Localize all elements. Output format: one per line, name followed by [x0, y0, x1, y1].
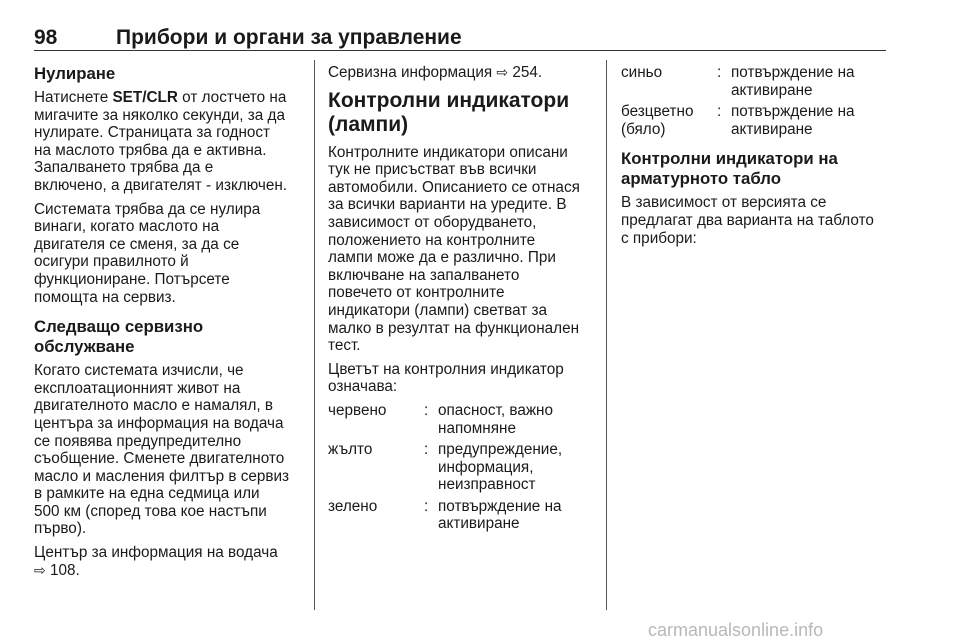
colon: : — [424, 441, 429, 459]
page-reference-arrow-icon: ⇨ — [496, 64, 509, 80]
text-line: мигачите за няколко секунди, за да — [34, 106, 285, 124]
text: от лостчето на — [177, 89, 287, 106]
text-line: Цветът на контролния индикатор — [328, 360, 564, 378]
column-1 — [34, 64, 304, 585]
color-definition — [731, 64, 855, 99]
text-line: предупреждение, — [438, 441, 563, 459]
color-definition — [438, 402, 553, 437]
text-line: Когато системата изчисли, че — [34, 362, 244, 380]
text: Сервизна информация — [328, 64, 497, 81]
button-name-set-clr: SET/CLR — [112, 89, 178, 106]
color-term: червено — [328, 401, 387, 419]
text-line: функциониране. Потърсете — [34, 270, 230, 288]
text-line: тук не присъстват във всички — [328, 161, 537, 179]
text-line: двигателното масло е намалял, в — [34, 397, 274, 415]
text-line: двигателя се сменя, за да се — [34, 235, 240, 253]
color-definition-list-continued — [621, 64, 891, 138]
text-line: осигури правилното й — [34, 253, 189, 271]
color-term — [621, 103, 717, 138]
text-line: активиране — [731, 120, 813, 138]
header-divider — [34, 50, 886, 51]
color-definition-red — [328, 402, 598, 437]
text-line: арматурното табло — [621, 169, 781, 189]
page-reference-link[interactable]: 254. — [508, 64, 543, 81]
column-divider-1 — [314, 60, 315, 610]
text-line: зависимост от оборудването, — [328, 213, 537, 231]
paragraph-dic-reference — [34, 544, 304, 579]
heading-control-indicators — [328, 89, 598, 137]
color-term: зелено — [328, 497, 378, 515]
color-term: синьо — [621, 64, 663, 81]
text-line: В зависимост от версията се — [621, 194, 827, 212]
text-line: потвърждение на — [438, 497, 562, 515]
color-definition — [438, 498, 562, 533]
watermark: carmanualsonline.info — [648, 620, 824, 640]
text-line: нулирате. Страницата за годност — [34, 124, 271, 142]
text-line: активиране — [438, 515, 520, 533]
text-line: означава: — [328, 378, 398, 396]
text-line: положението на контролните — [328, 231, 536, 249]
color-definition-colorless — [621, 103, 891, 138]
text-line: винаги, когато маслото на — [34, 218, 220, 236]
column-3 — [621, 64, 891, 253]
heading-dashboard-indicators — [621, 149, 891, 189]
text: Натиснете — [34, 89, 113, 106]
text-line: 500 км (според това кое настъпи — [34, 502, 267, 520]
paragraph-service-info — [328, 64, 598, 82]
text-line: (лампи) — [328, 112, 409, 136]
text-line: напомняне — [438, 419, 516, 437]
text-line: Следващо сервизно — [34, 317, 204, 337]
text-line: неизправност — [438, 476, 536, 494]
text-line: потвърждение на — [731, 64, 855, 81]
column-divider-2 — [606, 60, 607, 610]
text-line: предлагат два варианта на таблото — [621, 211, 874, 229]
paragraph-indicators-description — [328, 144, 598, 355]
color-definition-green — [328, 498, 598, 533]
colon: : — [424, 497, 429, 515]
color-definition — [731, 103, 855, 138]
heading-reset: Нулиране — [34, 64, 116, 83]
text-line: Център за информация на водача — [34, 544, 278, 562]
text-line: Контролни индикатори на — [621, 149, 838, 169]
paragraph-reset-note — [34, 201, 304, 307]
text-line: масло и масления филтър в сервиз — [34, 467, 290, 485]
text-line: информация, — [438, 458, 534, 476]
page-reference-arrow-icon: ⇨ — [34, 561, 46, 578]
text-line: (бяло) — [621, 120, 666, 138]
text-line: Запалването трябва да е — [34, 159, 214, 177]
text-line: се появява предупредително — [34, 432, 242, 450]
color-term: жълто — [328, 441, 373, 459]
text-line: центъра за информация на водача — [34, 414, 284, 432]
text-line: в рамките на една седмица или — [34, 485, 260, 503]
color-definition-yellow — [328, 441, 598, 494]
text-line: малко в резултат на функционален — [328, 319, 580, 337]
text-line: включено, а двигателят - изключен. — [34, 176, 288, 194]
text-line: Контролни индикатори — [328, 88, 570, 112]
text-line: активиране — [731, 81, 813, 99]
page-header — [34, 26, 886, 50]
text-line: експлоатационният живот на — [34, 379, 241, 397]
color-definition — [438, 441, 562, 494]
text-line: потвърждение на — [731, 103, 855, 121]
color-definition-list — [328, 402, 598, 533]
page-title: Прибори и органи за управление — [116, 26, 462, 49]
text-line: включване на запалването — [328, 266, 520, 284]
text-line: първо). — [34, 520, 87, 538]
text-line: автомобили. Описанието се отнася — [328, 178, 580, 196]
colon: : — [717, 64, 722, 81]
text-line: лампи може да е различно. При — [328, 249, 556, 267]
column-2 — [328, 64, 598, 537]
text-line: с прибори: — [621, 229, 697, 247]
text-line: безцветно — [621, 103, 694, 121]
page-number: 98 — [34, 26, 58, 49]
page-reference-link[interactable]: 108. — [45, 561, 80, 579]
text-line: на маслото трябва да е активна. — [34, 141, 267, 159]
text-line: помощта на сервиз. — [34, 288, 176, 306]
text-line: за всички варианти на уредите. В — [328, 196, 567, 214]
paragraph-next-service — [34, 362, 304, 538]
text-line: опасност, важно — [438, 401, 554, 419]
text-line: тест. — [328, 337, 361, 355]
text-line: съобщение. Сменете двигателното — [34, 450, 285, 468]
text-line: повечето от контролните — [328, 284, 505, 302]
colon: : — [424, 401, 429, 419]
text-line: обслужване — [34, 337, 135, 357]
text-line: Системата трябва да се нулира — [34, 200, 261, 218]
paragraph-reset-instructions — [34, 89, 304, 195]
text-line: Контролните индикатори описани — [328, 143, 568, 161]
text-line: индикатори (лампи) светват за — [328, 301, 548, 319]
heading-next-service — [34, 317, 304, 357]
paragraph-dashboard-variants — [621, 194, 891, 247]
colon: : — [717, 103, 722, 121]
color-definition-blue — [621, 64, 891, 99]
paragraph-color-meaning — [328, 361, 598, 396]
